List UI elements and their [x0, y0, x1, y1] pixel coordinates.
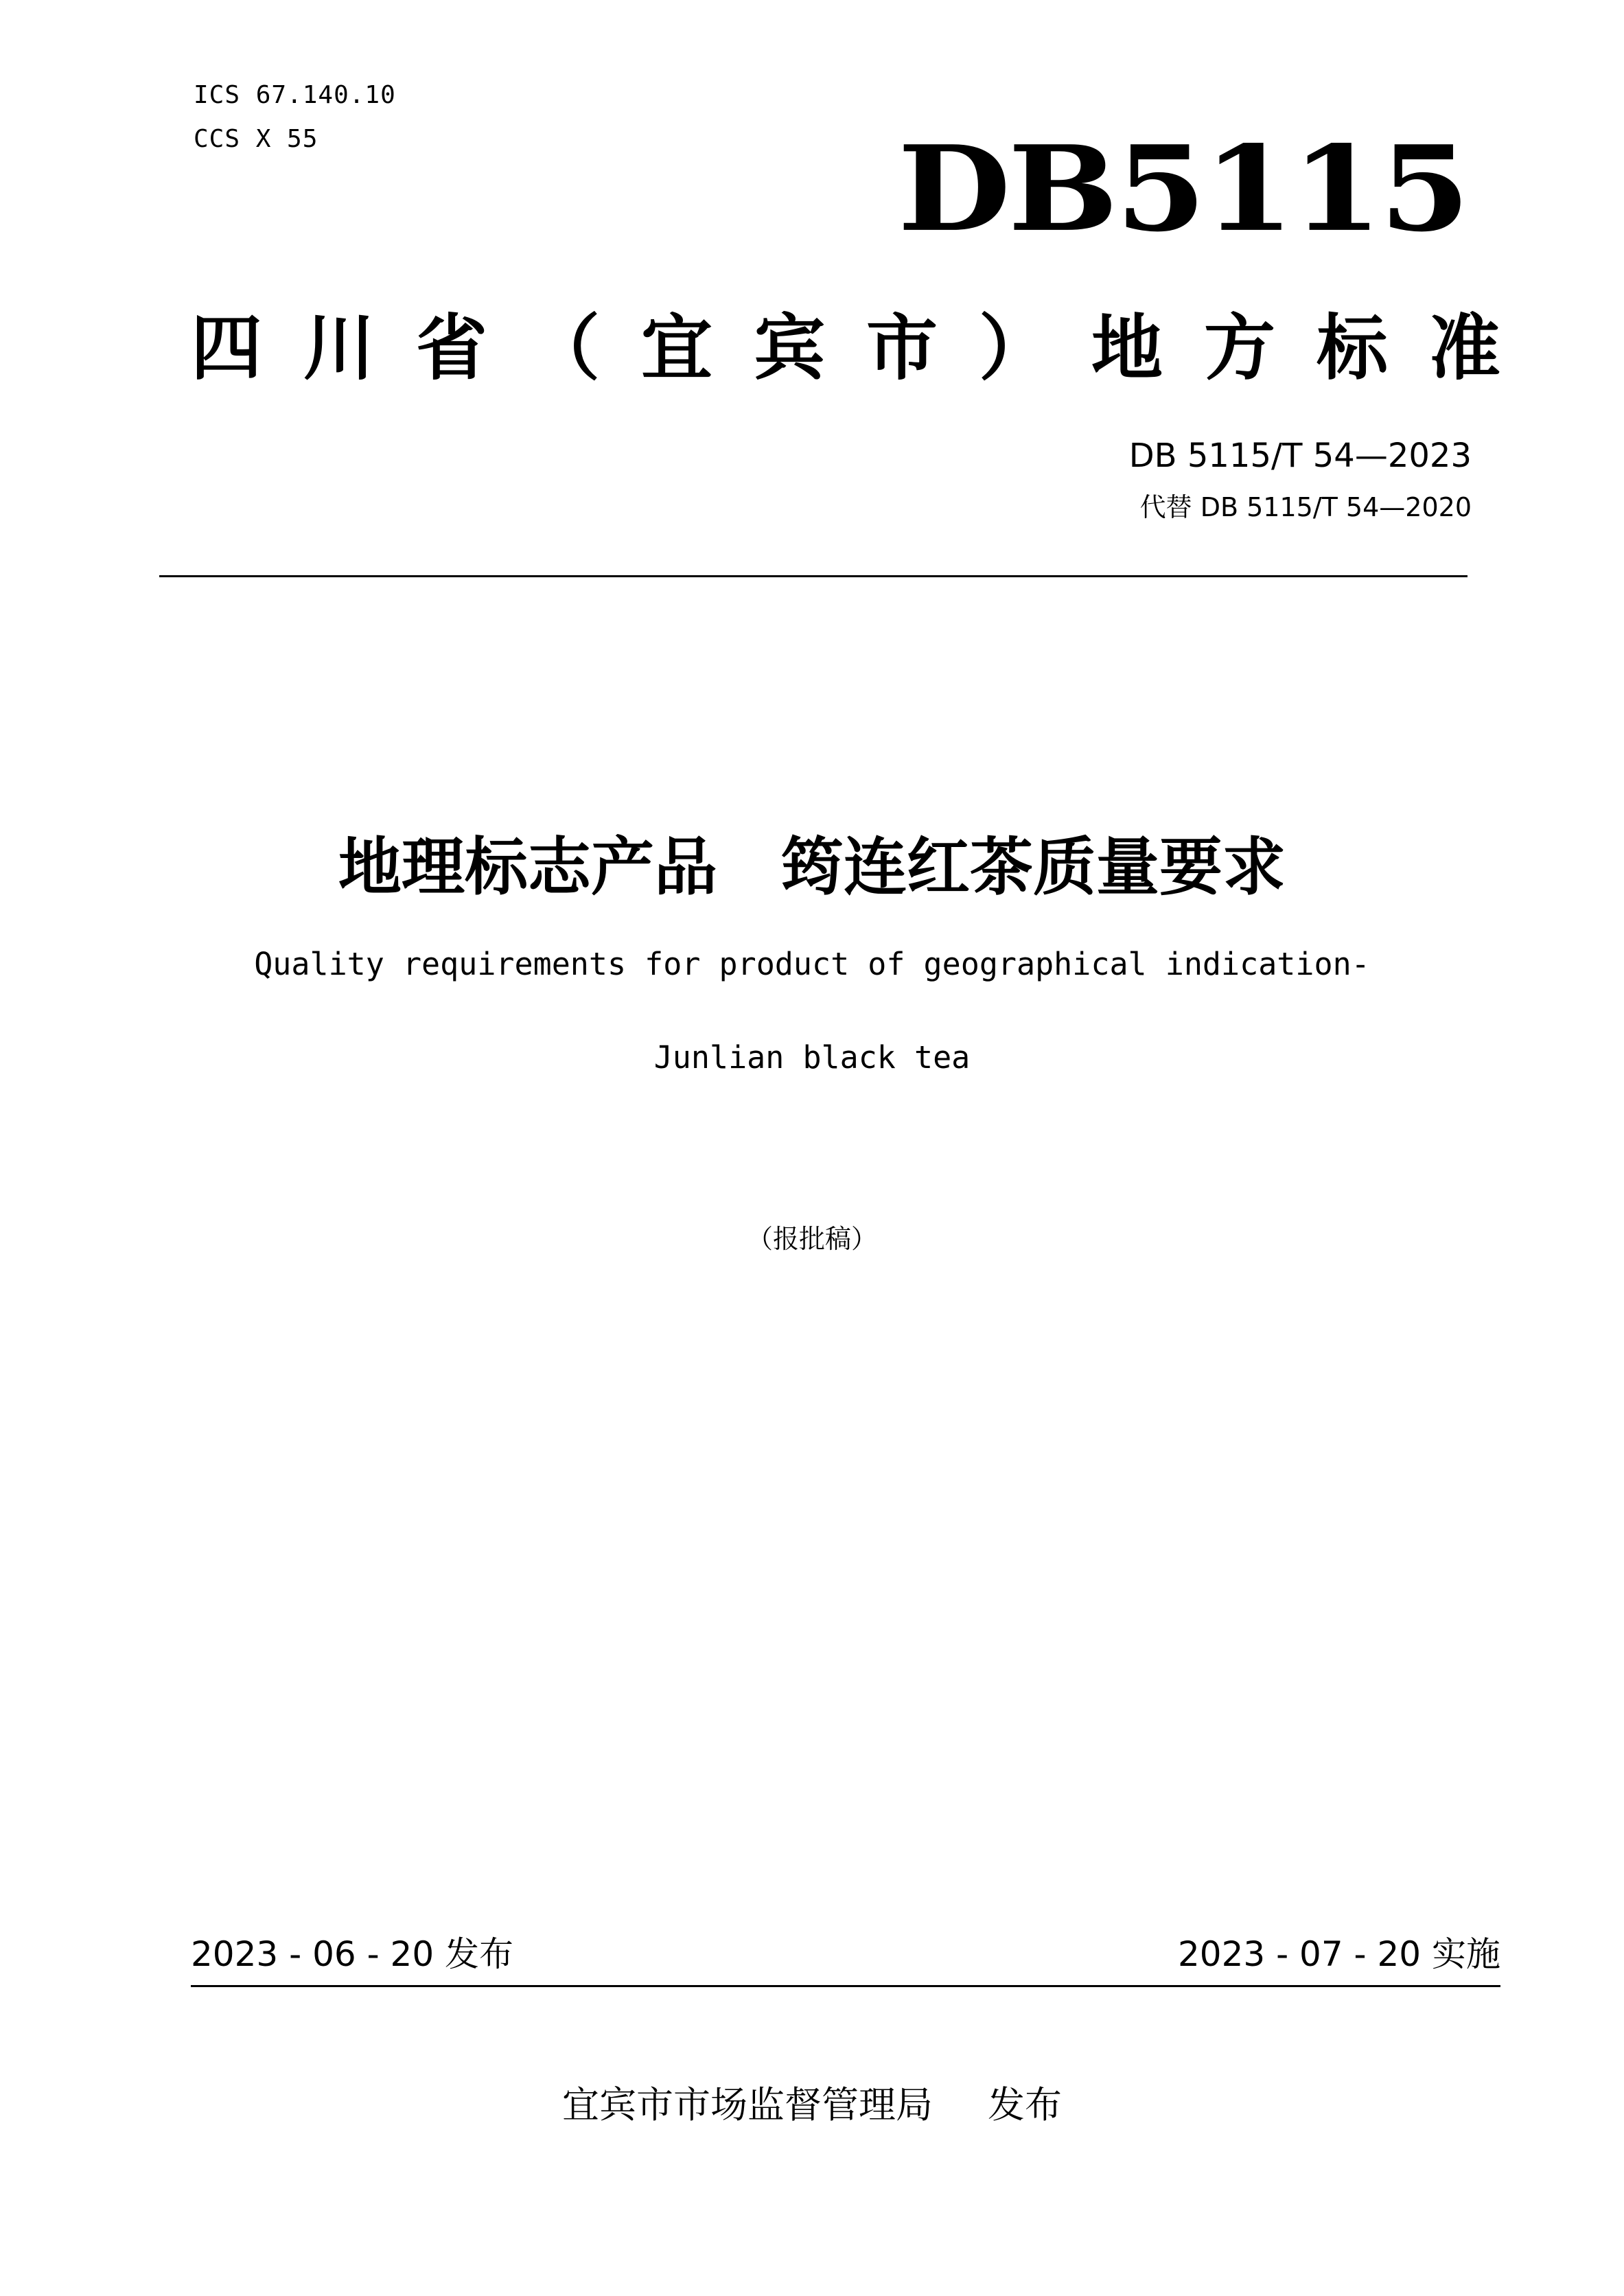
publisher-action: 发布 [988, 2083, 1062, 2126]
ccs-code: CCS X 55 [194, 125, 318, 153]
footer-divider [191, 1985, 1500, 1987]
replaces-standard: 代替 DB 5115/T 54—2020 [1139, 492, 1472, 522]
document-title-en-line2: Junlian black tea [653, 1039, 971, 1076]
publisher-line [0, 2083, 1624, 2126]
standard-kind-title: 四川省（宜宾市）地方标准 [191, 306, 1542, 390]
document-title-en-line1: Quality requirements for product of geographical indication- [254, 946, 1370, 982]
header-divider [159, 575, 1468, 577]
ics-code: ICS 67.140.10 [194, 81, 396, 109]
standard-number: DB 5115/T 54—2023 [1128, 437, 1472, 475]
issue-date: 2023 - 06 - 20 发布 [191, 1934, 514, 1974]
db-standard-logo: DB5115 [897, 119, 1468, 258]
draft-status: （报批稿） [746, 1224, 877, 1254]
publisher-name: 宜宾市市场监督管理局 [562, 2083, 933, 2126]
effective-date: 2023 - 07 - 20 实施 [1177, 1934, 1500, 1974]
document-title-cn: 地理标志产品 筠连红茶质量要求 [338, 831, 1286, 904]
